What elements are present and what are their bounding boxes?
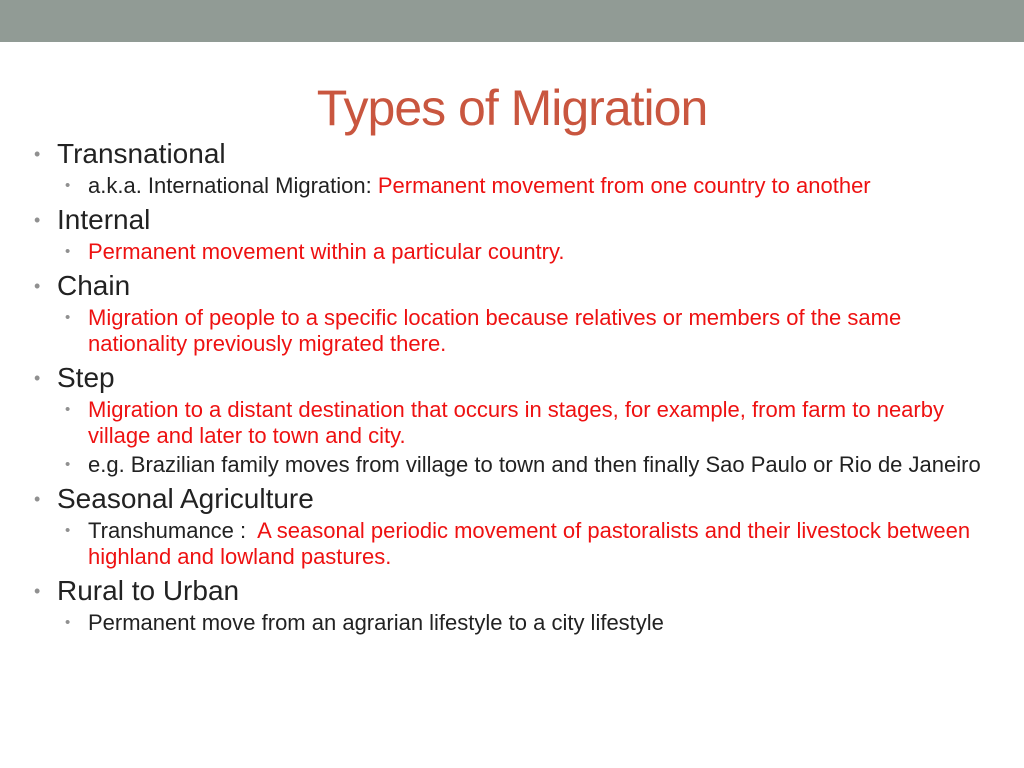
sub-bullet-definition: A seasonal periodic movement of pastoralists and their livestock between highland and lowland pastures. bbox=[88, 518, 971, 569]
bullet-item bbox=[34, 138, 984, 170]
sub-bullet-definition: Migration of people to a specific location because relatives or members of the same nationality previously migrated there. bbox=[88, 305, 902, 356]
bullet-icon: • bbox=[34, 276, 41, 296]
bullet-heading: Internal bbox=[57, 204, 151, 235]
sub-bullet-item bbox=[65, 173, 984, 199]
bullet-heading: Transnational bbox=[57, 138, 226, 169]
bullet-heading: Chain bbox=[57, 270, 131, 301]
slide-title: Types of Migration bbox=[316, 80, 708, 136]
sub-bullet-definition: Migration to a distant destination that occurs in stages, for example, from farm to nearby village and later to town and city. bbox=[88, 397, 944, 448]
sub-bullet-prefix: Permanent move from an agrarian lifestyle to a city lifestyle bbox=[88, 610, 664, 635]
bullet-item bbox=[34, 362, 984, 394]
sub-bullet-icon: • bbox=[65, 456, 71, 473]
sub-bullet-definition: Permanent movement within a particular country. bbox=[88, 239, 565, 264]
bullet-list bbox=[34, 138, 984, 636]
bullet-icon: • bbox=[34, 210, 41, 230]
sub-bullet-item bbox=[65, 610, 984, 636]
sub-bullet-definition: Permanent movement from one country to another bbox=[377, 173, 871, 198]
bullet-icon: • bbox=[34, 368, 41, 388]
bullet-icon: • bbox=[34, 489, 41, 509]
sub-bullet-icon: • bbox=[65, 177, 71, 194]
bullet-item bbox=[34, 483, 984, 515]
top-band bbox=[0, 0, 1024, 42]
sub-bullet-item bbox=[65, 397, 984, 449]
bullet-icon: • bbox=[34, 581, 41, 601]
sub-bullet-item bbox=[65, 239, 984, 265]
sub-bullet-icon: • bbox=[65, 522, 71, 539]
bullet-icon: • bbox=[34, 144, 41, 164]
sub-bullet-item bbox=[65, 305, 984, 357]
sub-bullet-prefix: Transhumance : bbox=[88, 518, 258, 543]
sub-bullet-item bbox=[65, 452, 984, 478]
sub-bullet-icon: • bbox=[65, 309, 71, 326]
bullet-item bbox=[34, 575, 984, 607]
sub-bullet-item bbox=[65, 518, 984, 570]
sub-bullet-icon: • bbox=[65, 401, 71, 418]
sub-bullet-icon: • bbox=[65, 614, 71, 631]
bullet-heading: Step bbox=[57, 362, 115, 393]
bullet-item bbox=[34, 270, 984, 302]
bullet-item bbox=[34, 204, 984, 236]
bullet-heading: Rural to Urban bbox=[57, 575, 240, 606]
sub-bullet-icon: • bbox=[65, 243, 71, 260]
sub-bullet-prefix: e.g. Brazilian family moves from village to town and then finally Sao Paulo or Rio de Janeiro bbox=[88, 452, 981, 477]
sub-bullet-prefix: a.k.a. International Migration: bbox=[88, 173, 378, 198]
bullet-heading: Seasonal Agriculture bbox=[57, 483, 314, 514]
